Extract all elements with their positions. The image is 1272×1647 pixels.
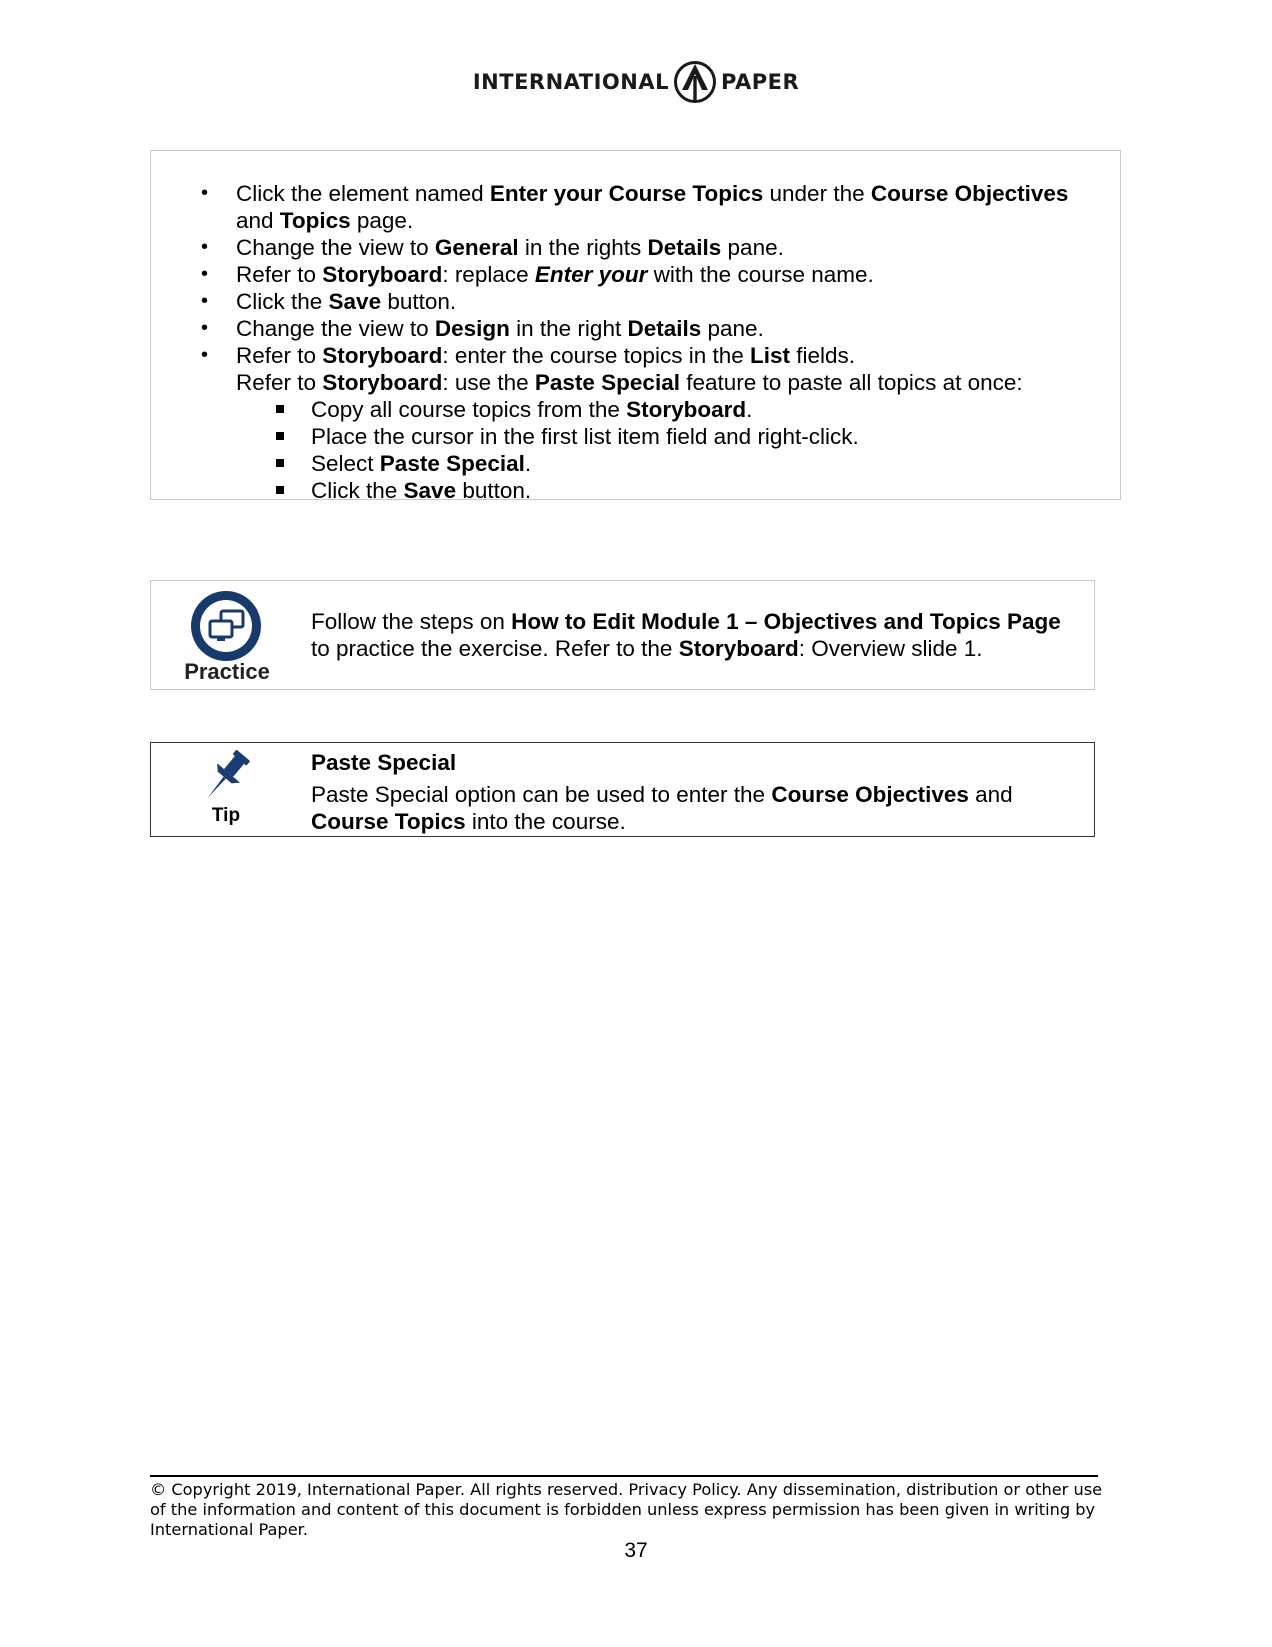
bullet-icon: • [201, 317, 209, 339]
footer-divider [150, 1475, 1098, 1477]
international-paper-logo [0, 60, 1272, 104]
sub-list-item: Place the cursor in the first list item field and right-click. [151, 423, 1120, 450]
square-bullet-icon [276, 459, 284, 467]
practice-icon [187, 587, 265, 665]
sub-list-item: Copy all course topics from the Storyboard. [151, 396, 1120, 423]
square-bullet-icon [276, 486, 284, 494]
footer-copyright: © Copyright 2019, International Paper. All rights reserved. Privacy Policy. Any dissemination, distribution or other use of the information and content of this document is forbidden unless express permission has been given in writing by International Paper. [150, 1480, 1103, 1539]
paragraph: Refer to Storyboard: use the Paste Special feature to paste all topics at once: [236, 370, 1023, 395]
list-item: • Change the view to General in the rights Details pane. [201, 235, 784, 260]
instructions-box [150, 150, 1121, 503]
page-number: 37 [624, 1539, 648, 1562]
logo-word-international: INTERNATIONAL [472, 70, 669, 94]
practice-label: Practice [184, 659, 270, 684]
bullet-icon: • [201, 263, 209, 285]
square-bullet-icon [276, 432, 284, 440]
tip-body: Paste Special option can be used to enter the Course Objectives and Course Topics into the course. [311, 782, 1013, 834]
tip-box [150, 742, 1095, 837]
logo-word-paper: PAPER [721, 70, 800, 94]
tip-label: Tip [211, 805, 241, 826]
list-item: • Refer to Storyboard: replace Enter your with the course name. [201, 262, 874, 287]
list-item: • Change the view to Design in the right Details pane. [201, 316, 764, 341]
practice-box [150, 580, 1095, 690]
practice-text: Follow the steps on How to Edit Module 1 – Objectives and Topics Page to practice the exercise. Refer to the Storyboard: Overview slide 1. [311, 609, 1061, 661]
square-bullet-icon [276, 405, 284, 413]
pushpin-icon [195, 745, 257, 807]
list-item: • Refer to Storyboard: enter the course topics in the List fields. [201, 343, 856, 368]
bullet-icon: • [201, 290, 209, 312]
list-item: • Click the element named Enter your Course Topics under the Course Objectives and Topics page. [201, 181, 1069, 233]
bullet-icon: • [201, 182, 209, 204]
list-item: • Click the Save button. [201, 289, 457, 314]
international-paper-logo-icon [673, 60, 717, 104]
tip-title: Paste Special [311, 750, 457, 775]
bullet-icon: • [201, 236, 209, 258]
sub-list-item: Select Paste Special. [151, 450, 1120, 477]
tip-text [311, 749, 1071, 835]
bullet-icon: • [201, 344, 209, 366]
sub-list-item: Click the Save button. [151, 477, 1120, 504]
